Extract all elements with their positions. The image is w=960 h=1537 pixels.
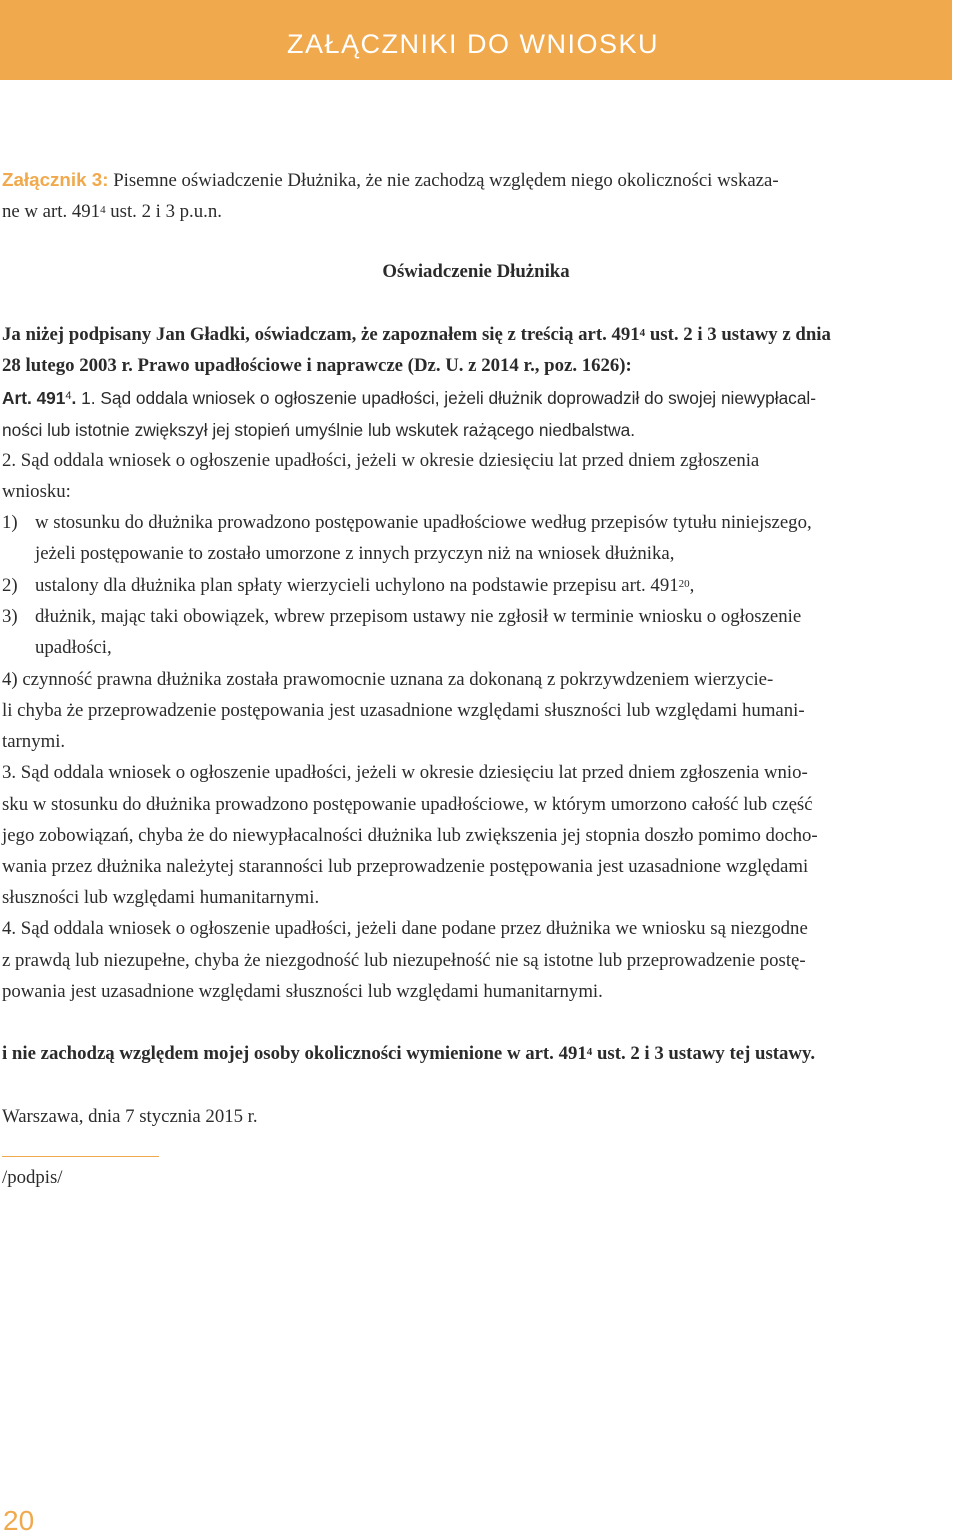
item-2-line: ustalony dla dłużnika plan spłaty wierzycieli uchylono na podstawie przepisu art. $491^{20}$, <box>35 575 695 596</box>
item-4-line-3: tarnymi. <box>2 731 66 752</box>
item-1-line-1: w stosunku do dłużnika prowadzono postępowanie upadłościowe według przepisów tytułu niniejszego, <box>35 512 812 533</box>
item-4-line-1: 4) czynność prawna dłużnika została prawomocnie uznana za dokonaną z pokrzywdzeniem wierzycie- <box>2 669 774 690</box>
paragraph-4-line-3: powania jest uzasadnione względami słuszności lub względami humanitarnymi. <box>2 981 603 1002</box>
paragraph-2-line-2: wniosku: <box>2 481 71 502</box>
place-and-date: Warszawa, dnia 7 stycznia 2015 r. <box>2 1106 258 1127</box>
item-3-number: 3) <box>2 606 18 627</box>
item-4-line-2: li chyba że przeprowadzenie postępowania jest uzasadnione względami słuszności lub względami humani- <box>2 700 805 721</box>
signature-line <box>2 1156 159 1157</box>
page-title: ZAŁĄCZNIKI DO WNIOSKU <box>287 29 660 59</box>
item-2-number: 2) <box>2 575 18 596</box>
intro-line-1: Ja niżej podpisany Jan Gładki, oświadczam, że zapoznałem się z treścią art. $491^4$ ust. 2 i 3 ustawy z dnia <box>2 324 831 345</box>
paragraph-3-line-3: jego zobowiązań, chyba że do niewypłacalności dłużnika lub zwiększenia jej stopnia doszło pomimo docho- <box>2 825 818 846</box>
attachment-description-line-2: ne w art. $491^4$ ust. 2 i 3 p.u.n. <box>2 201 222 222</box>
paragraph-3-line-4: wania przez dłużnika należytej staranności lub przeprowadzenie postępowania jest uzasadnione względami <box>2 856 809 877</box>
item-3-line-1: dłużnik, mając taki obowiązek, wbrew przepisom ustawy nie zgłosił w terminie wniosku o ogłoszenie <box>35 606 802 627</box>
item-3-line-2: upadłości, <box>35 637 112 658</box>
paragraph-3-line-5: słuszności lub względami humanitarnymi. <box>2 887 320 908</box>
paragraph-2-line-1: 2. Sąd oddala wniosek o ogłoszenie upadłości, jeżeli w okresie dziesięciu lat przed dniem zgłoszenia <box>2 450 760 471</box>
item-1-number: 1) <box>2 512 18 533</box>
paragraph-4-line-1: 4. Sąd oddala wniosek o ogłoszenie upadłości, jeżeli dane podane przez dłużnika we wniosku są niezgodne <box>2 918 808 939</box>
paragraph-4-line-2: z prawdą lub niezupełne, chyba że niezgodność lub niezupełność nie są istotne lub przeprowadzenie postę- <box>2 950 806 971</box>
paragraph-3-line-2: sku w stosunku do dłużnika prowadzono postępowanie upadłościowe, w którym umorzono całość lub część <box>2 794 813 815</box>
paragraph-1-line-2: ności lub istotnie zwiększył jej stopień umyślnie lub wskutek rażącego niedbalstwa. <box>2 420 635 440</box>
statement-title: Oświadczenie Dłużnika <box>382 261 570 282</box>
page-number: 20 <box>3 1505 35 1536</box>
attachment-description-line-1: Załącznik 3: Pisemne oświadczenie Dłużnika, że nie zachodzą względem niego okoliczności wskaza- <box>2 169 779 191</box>
header-banner <box>0 0 960 80</box>
item-1-line-2: jeżeli postępowanie to zostało umorzone z innych przyczyn niż na wniosek dłużnika, <box>35 543 675 564</box>
attachment-label: Załącznik 3: <box>2 169 109 190</box>
signature-placeholder: /podpis/ <box>2 1167 63 1188</box>
intro-line-2: 28 lutego 2003 r. Prawo upadłościowe i naprawcze (Dz. U. z 2014 r., poz. 1626): <box>2 355 632 376</box>
closing-statement: i nie zachodzą względem mojej osoby okoliczności wymienione w art. $491^4$ ust. 2 i 3 ustawy tej ustawy. <box>2 1043 816 1064</box>
paragraph-3-line-1: 3. Sąd oddala wniosek o ogłoszenie upadłości, jeżeli w okresie dziesięciu lat przed dniem zgłoszenia wnio- <box>2 762 808 783</box>
paragraph-1-line-1: Art. $491^4$. 1. Sąd oddala wniosek o ogłoszenie upadłości, jeżeli dłużnik doprowadził do swojej niewypłacal- <box>2 388 817 408</box>
